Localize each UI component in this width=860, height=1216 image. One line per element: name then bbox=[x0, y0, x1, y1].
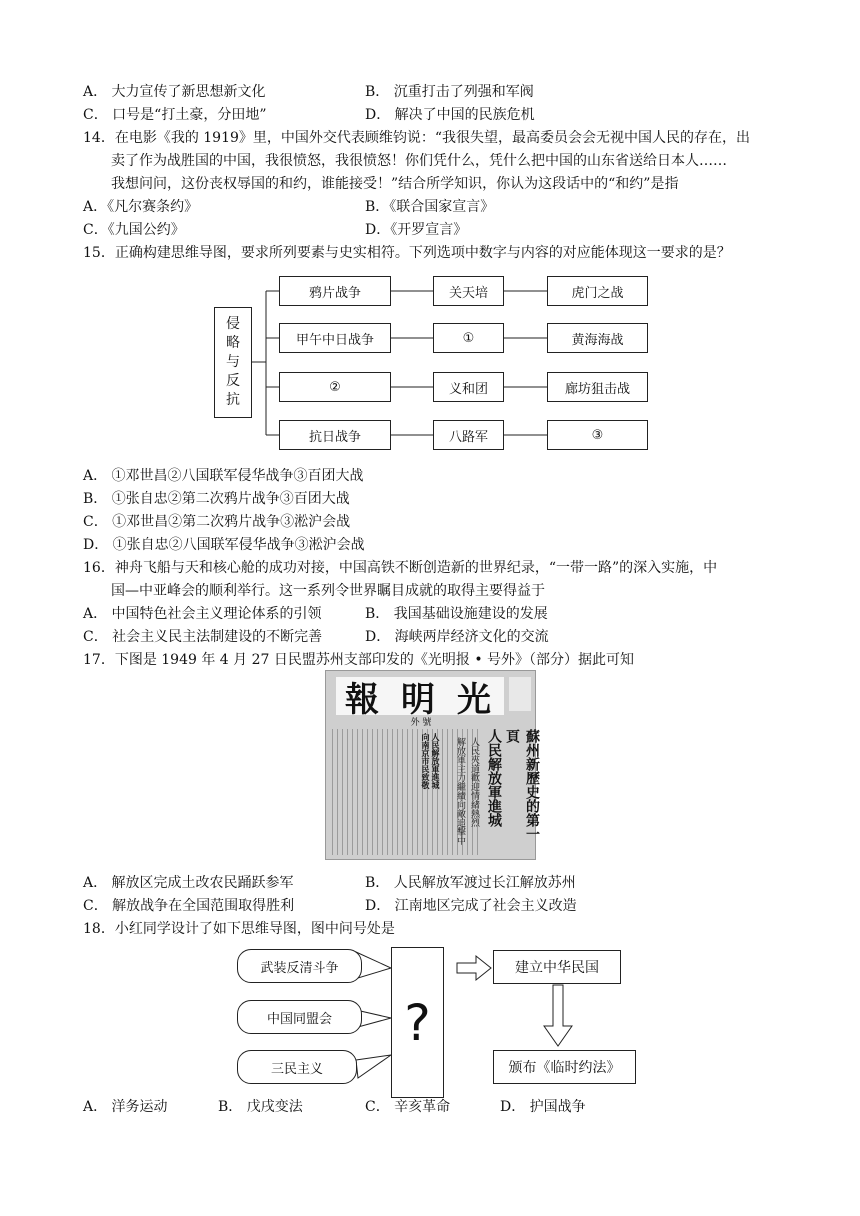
q17-option-d[interactable]: D． 江南地区完成了社会主义改造 bbox=[365, 898, 577, 914]
q16-option-b[interactable]: B． 我国基础设施建设的发展 bbox=[365, 606, 548, 622]
q13-option-d[interactable]: D． 解决了中国的民族危机 bbox=[365, 107, 535, 123]
q15-blank-3: ③ bbox=[547, 420, 648, 450]
q18-option-b[interactable]: B． 戊戌变法 bbox=[218, 1099, 303, 1115]
q14-stem-line3: 我想问问，这份丧权辱国的和约，谁能接受！”结合所学知识，你认为这段话中的“和约”是指 bbox=[111, 176, 679, 192]
q15-group-yihetuan: 义和团 bbox=[433, 372, 504, 402]
q15-option-d[interactable]: D． ①张自忠②八国联军侵华战争③淞沪会战 bbox=[83, 537, 365, 553]
q15-blank-2: ② bbox=[279, 372, 391, 402]
q15-root-char: 与 bbox=[226, 354, 240, 370]
q13-option-b[interactable]: B． 沉重打击了列强和军阀 bbox=[365, 84, 534, 100]
q18-option-d[interactable]: D． 护国战争 bbox=[500, 1099, 586, 1115]
q18-stem: 18．小红同学设计了如下思维导图，图中问号处是 bbox=[83, 921, 395, 937]
q18-option-a[interactable]: A． 洋务运动 bbox=[83, 1099, 168, 1115]
q18-center-question-box: ? bbox=[391, 947, 444, 1098]
newspaper-headline-2: 人民解放軍進城 bbox=[486, 729, 502, 827]
q17-option-a[interactable]: A． 解放区完成土改农民踊跃参军 bbox=[83, 875, 294, 891]
q15-option-a[interactable]: A． ①邓世昌②八国联军侵华战争③百团大战 bbox=[83, 468, 364, 484]
newspaper-subhead-4: 向南京市民致敬 bbox=[421, 733, 431, 789]
q14-stem-line2: 卖了作为战胜国的中国，我很愤怒，我很愤怒！你们凭什么，凭什么把中国的山东省送给日本人…… bbox=[111, 153, 727, 169]
q15-option-c[interactable]: C． ①邓世昌②第二次鸦片战争③淞沪会战 bbox=[83, 514, 351, 530]
q14-option-b[interactable]: B．《联合国家宣言》 bbox=[365, 199, 495, 215]
q15-person-guan: 关天培 bbox=[433, 276, 504, 306]
newspaper-headline-1: 蘇州新歷史的第一頁 bbox=[504, 729, 540, 841]
q15-root-char: 反 bbox=[226, 373, 240, 389]
newspaper-subhead-3: 人民解放軍進城 bbox=[431, 733, 441, 789]
q15-battle-langfang: 廊坊狙击战 bbox=[547, 372, 648, 402]
q15-root-char: 抗 bbox=[226, 392, 240, 408]
q17-option-b[interactable]: B． 人民解放军渡过长江解放苏州 bbox=[365, 875, 576, 891]
q15-war-antijapan: 抗日战争 bbox=[279, 420, 391, 450]
newspaper-extra-label: 外 號 bbox=[410, 718, 432, 728]
newspaper-subhead-2: 解放軍主力繼續向敵追擊中 bbox=[455, 737, 465, 845]
q15-option-b[interactable]: B． ①张自忠②第二次鸦片战争③百团大战 bbox=[83, 491, 350, 507]
q18-provisional-constitution: 颁布《临时约法》 bbox=[493, 1050, 636, 1084]
q15-war-opium: 鸦片战争 bbox=[279, 276, 391, 306]
q14-option-a[interactable]: A．《凡尔赛条约》 bbox=[83, 199, 199, 215]
masthead-char: 光 bbox=[457, 679, 495, 720]
masthead-char: 明 bbox=[401, 679, 439, 720]
q17-stem: 17．下图是 1949 年 4 月 27 日民盟苏州支部印发的《光明报 • 号外》（部分）据此可知 bbox=[83, 652, 635, 668]
q14-option-d[interactable]: D．《开罗宣言》 bbox=[365, 222, 468, 238]
q15-root-char: 略 bbox=[226, 335, 240, 351]
q18-found-roc: 建立中华民国 bbox=[493, 950, 621, 984]
q18-option-c[interactable]: C． 辛亥革命 bbox=[365, 1099, 451, 1115]
q15-army-balu: 八路军 bbox=[433, 420, 504, 450]
q15-battle-humen: 虎门之战 bbox=[547, 276, 648, 306]
q15-blank-1: ① bbox=[433, 323, 504, 353]
masthead-char: 報 bbox=[345, 679, 383, 720]
q17-option-c[interactable]: C． 解放战争在全国范围取得胜利 bbox=[83, 898, 295, 914]
q18-bubble-three-principles: 三民主义 bbox=[237, 1050, 357, 1084]
q16-option-d[interactable]: D． 海峡两岸经济文化的交流 bbox=[365, 629, 549, 645]
newspaper-subhead-1: 人民夾道歡迎情緒熱烈 bbox=[469, 737, 479, 827]
q13-option-c[interactable]: C． 口号是“打土豪，分田地” bbox=[83, 107, 267, 123]
q18-bubble-tongmenghui: 中国同盟会 bbox=[237, 1000, 362, 1034]
q15-battle-yellowsea: 黄海海战 bbox=[547, 323, 648, 353]
q16-stem-line1: 16．神舟飞船与天和核心舱的成功对接，中国高铁不断创造新的世界纪录，“一带一路”的深入实施，中 bbox=[83, 560, 718, 576]
q16-option-a[interactable]: A． 中国特色社会主义理论体系的引领 bbox=[83, 606, 322, 622]
q14-option-c[interactable]: C．《九国公约》 bbox=[83, 222, 185, 238]
q18-bubble-armed-struggle: 武装反清斗争 bbox=[237, 949, 362, 983]
q13-option-a[interactable]: A． 大力宣传了新思想新文化 bbox=[83, 84, 266, 100]
q15-stem: 15．正确构建思维导图，要求所列要素与史实相符。下列选项中数字与内容的对应能体现这一要求的是？ bbox=[83, 245, 731, 261]
q16-option-c[interactable]: C． 社会主义民主法制建设的不断完善 bbox=[83, 629, 323, 645]
q14-stem-line1: 14．在电影《我的 1919》里，中国外交代表顾维钧说：“我很失望，最高委员会会无视中国人民的存在，出 bbox=[83, 130, 751, 146]
q15-war-jiawu: 甲午中日战争 bbox=[279, 323, 391, 353]
q16-stem-line2: 国—中亚峰会的顺利举行。这一系列令世界瞩目成就的取得主要得益于 bbox=[111, 583, 545, 599]
q15-root-char: 侵 bbox=[226, 316, 240, 332]
